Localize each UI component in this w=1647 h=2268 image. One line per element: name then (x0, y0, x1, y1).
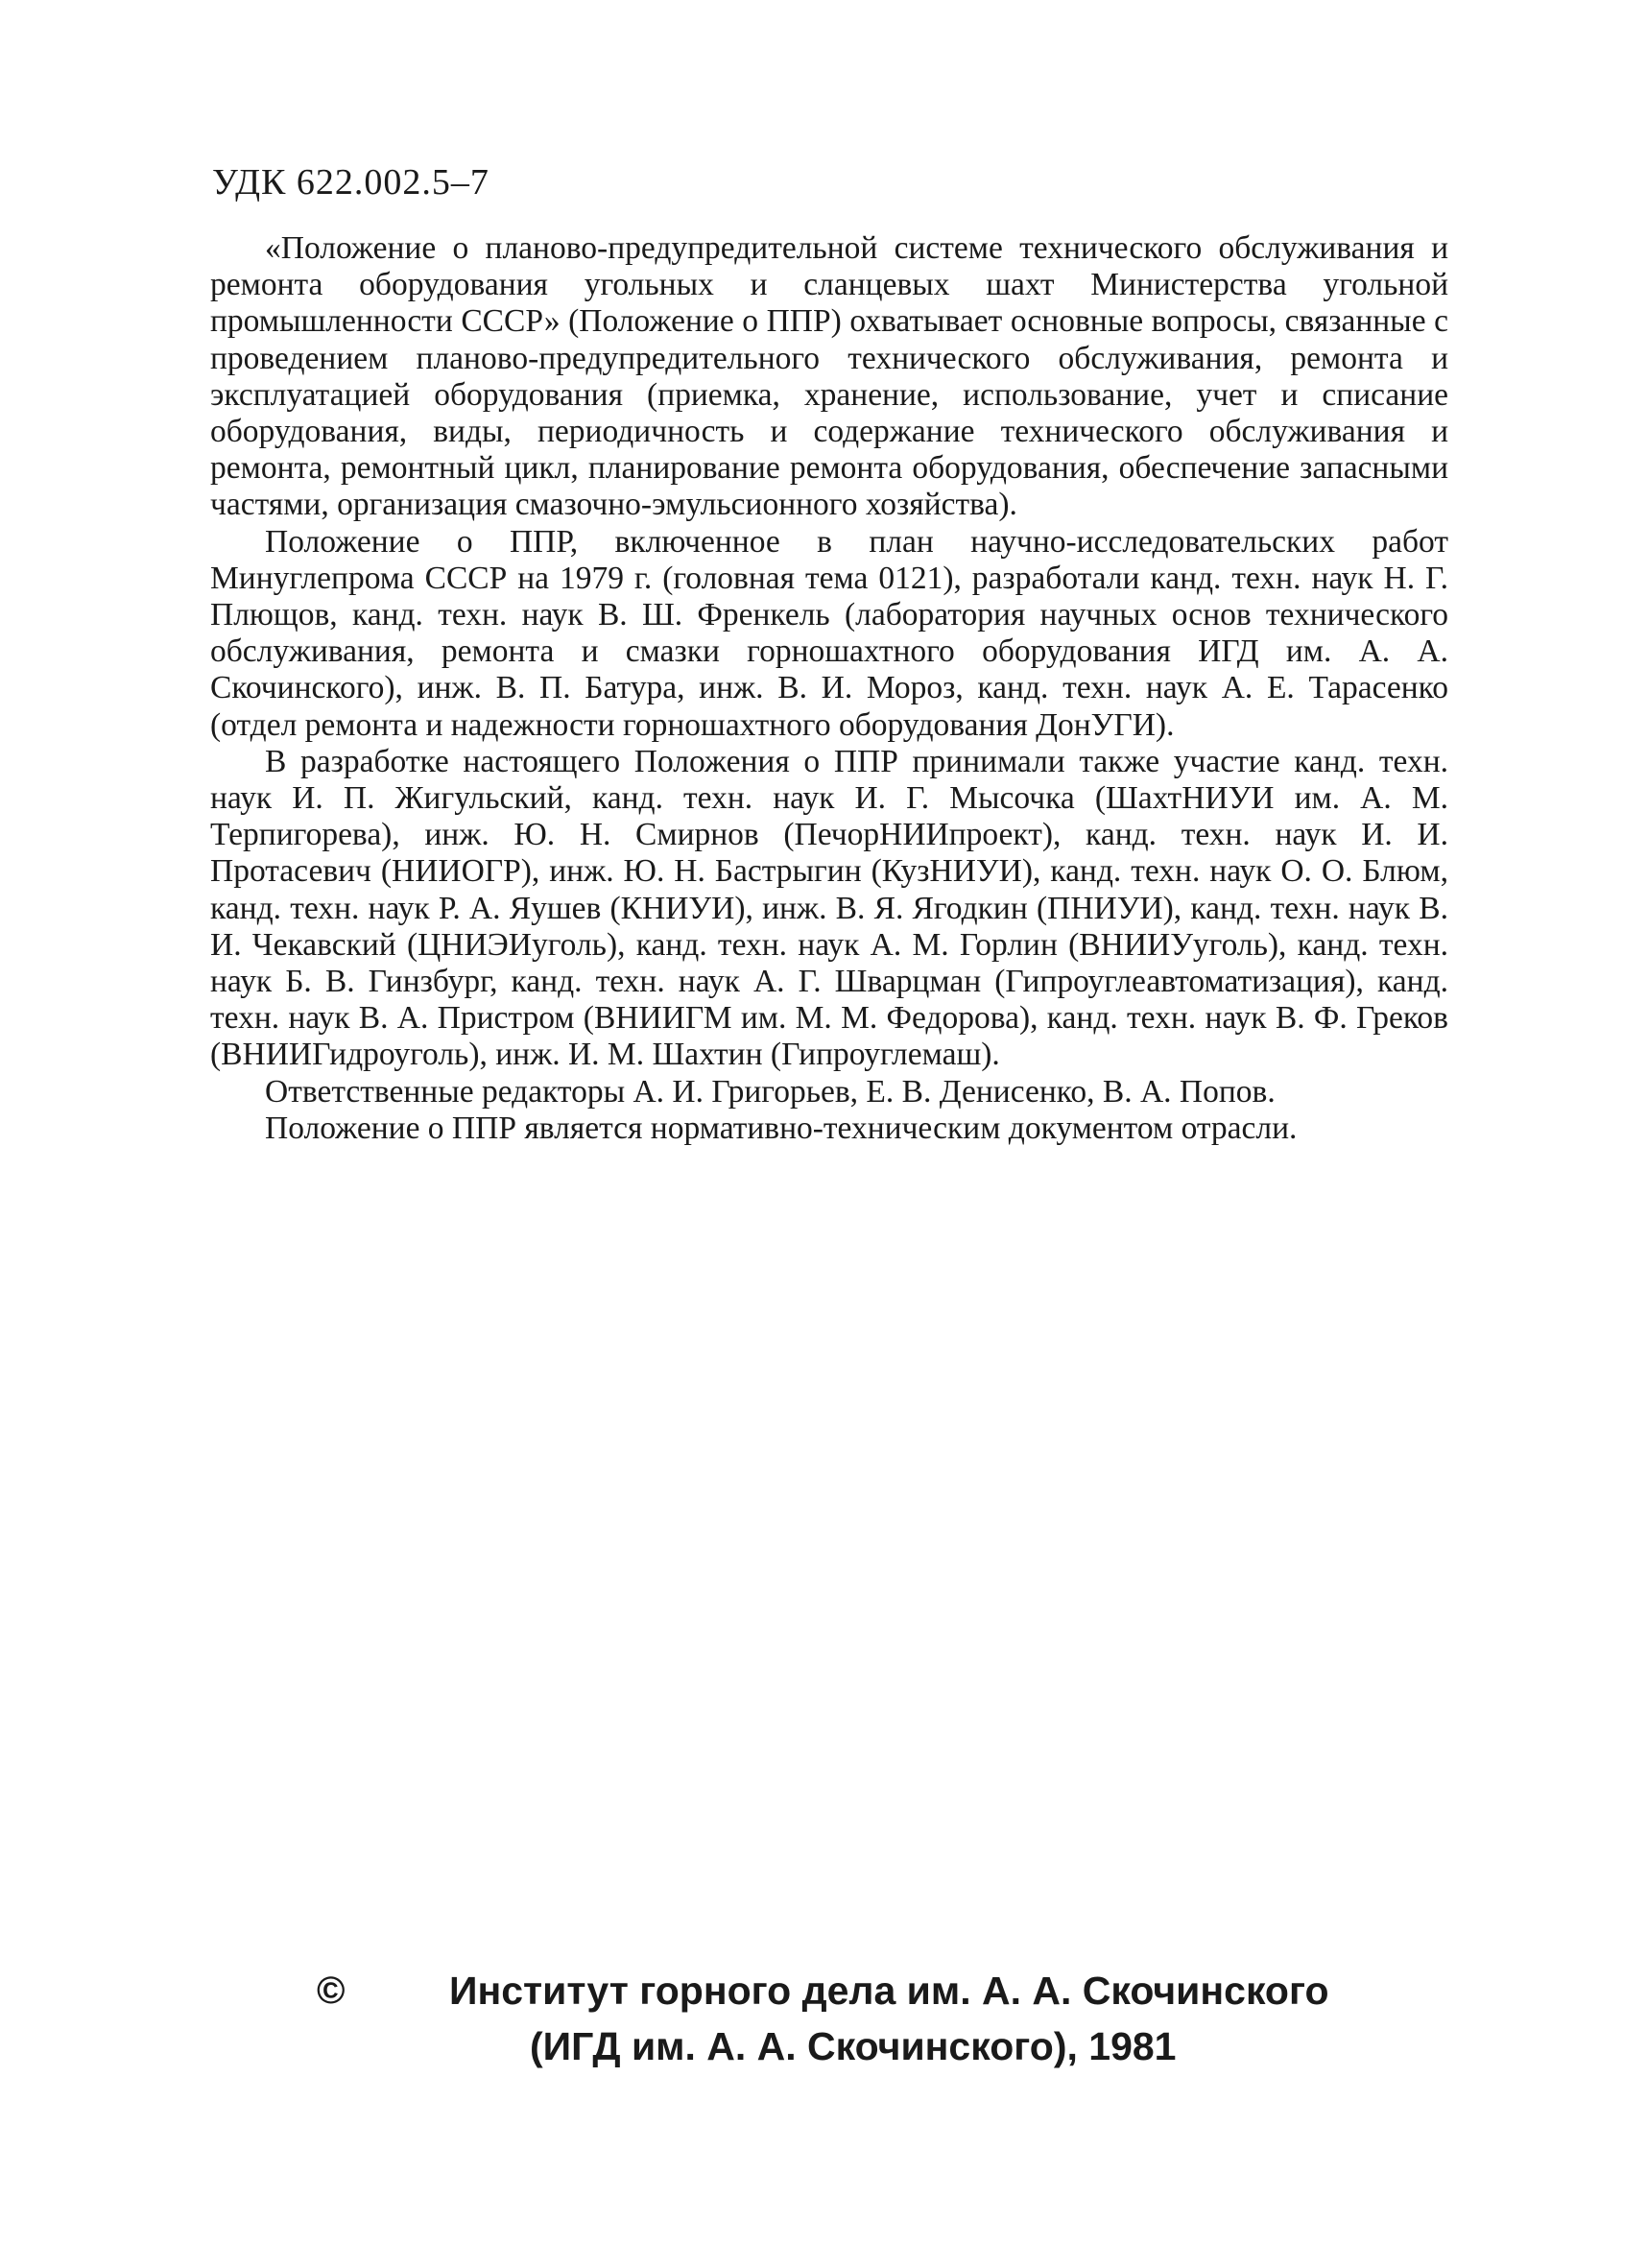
paragraph-editors: Ответственные редакторы А. И. Григорьев, Е. В. Денисенко, В. А. Попов. (265, 1073, 1276, 1110)
paragraph-developers: Положение о ППР, включенное в план научно-исследовательских работ Минуглепрома СССР на 1979 г. (головная тема 0121), разработали канд. техн. наук Н. Г. Плющов, канд. техн. наук В. Ш. Френкель (лаборатория научных основ технического обслуживания, ремонта и смазки горношахтного оборудования ИГД им. А. А. Скочинского), инж. В. П. Батура, инж. В. И. Мороз, канд. техн. наук А. Е. Тарасенко (отдел ремонта и надежности горношахтного оборудования ДонУГИ). (210, 523, 1448, 743)
copyright-holder-short-year: (ИГД им. А. А. Скочинского), 1981 (530, 2024, 1177, 2068)
copyright-icon: © (317, 1970, 346, 2012)
paragraph-contributors: В разработке настоящего Положения о ППР принимали также участие канд. техн. наук И. П. Жигульский, канд. техн. наук И. Г. Мысочка (ШахтНИУИ им. А. М. Терпигорева), инж. Ю. Н. Смирнов (ПечорНИИпроект), канд. техн. наук И. И. Протасевич (НИИОГР), инж. Ю. Н. Бастрыгин (КузНИУИ), канд. техн. наук О. О. Блюм, канд. техн. наук Р. А. Яушев (КНИУИ), инж. В. Я. Ягодкин (ПНИУИ), канд. техн. наук В. И. Чекавский (ЦНИЭИуголь), канд. техн. наук А. М. Горлин (ВНИИУуголь), канд. техн. наук Б. В. Гинзбург, канд. техн. наук А. Г. Шварцман (Гипроуглеавтоматизация), канд. техн. наук В. А. Пристром (ВНИИГМ им. М. М. Федорова), канд. техн. наук В. Ф. Греков (ВНИИГидроуголь), инж. И. М. Шахтин (Гипроуглемаш). (210, 743, 1448, 1073)
abstract-text (210, 230, 1448, 1147)
paragraph-scope: «Положение о планово-предупредительной системе технического обслуживания и ремонта оборудования угольных и сланцевых шахт Министерства угольной промышленности СССР» (Положение о ППР) охватывает основные вопросы, связанные с проведением планово-предупредительного технического обслуживания, ремонта и эксплуатацией оборудования (приемка, хранение, использование, учет и списание оборудования, виды, периодичность и содержание технического обслуживания и ремонта, ремонтный цикл, планирование ремонта оборудования, обеспечение запасными частями, организация смазочно-эмульсионного хозяйства). (210, 230, 1448, 523)
udc-code: УДК 622.002.5–7 (212, 162, 489, 203)
copyright-holder: Институт горного дела им. А. А. Скочинского (449, 1969, 1329, 2013)
paragraph-status: Положение о ППР является нормативно-техническим документом отрасли. (265, 1110, 1298, 1146)
